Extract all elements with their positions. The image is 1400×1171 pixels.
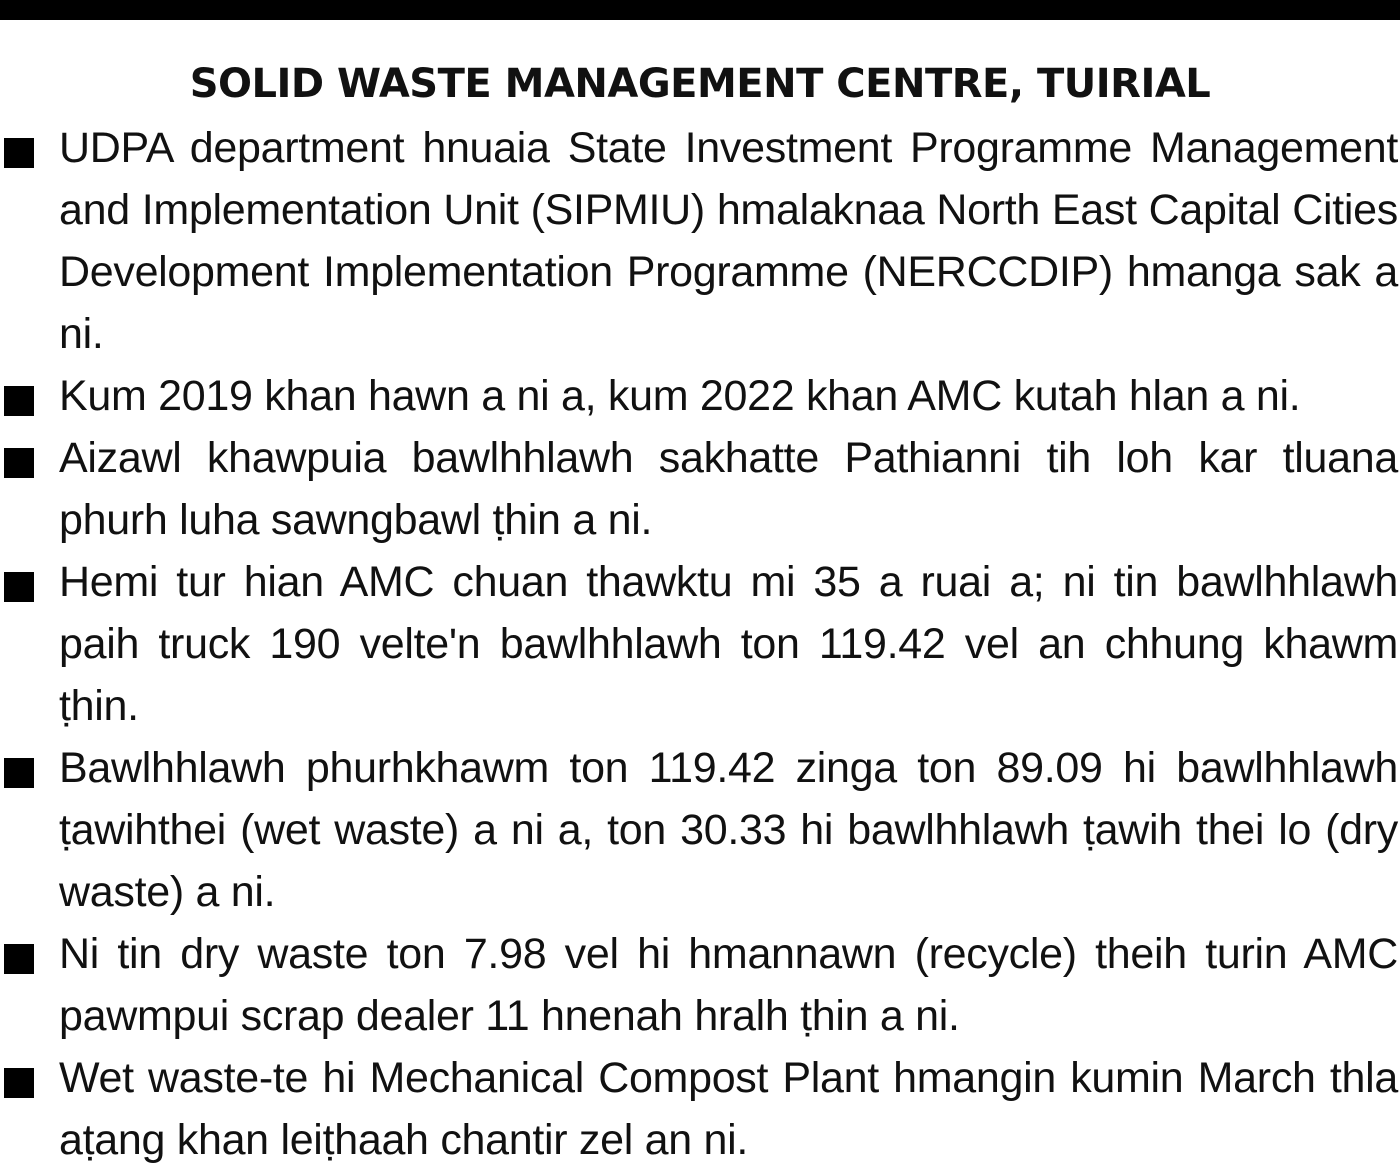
list-item [0,427,1400,551]
square-bullet-icon [4,944,34,974]
list-item-text: Hemi tur hian AMC chuan thawktu mi 35 a ruai a; ni tin bawlhhlawh paih truck 190 velte'n bawlhhlawh ton 119.42 vel an chhung khawm ṭhin. [59,558,1398,730]
square-bullet-icon [4,1068,34,1098]
square-bullet-icon [4,758,34,788]
list-item-text: Bawlhhlawh phurhkhawm ton 119.42 zinga ton 89.09 hi bawlhhlawh ṭawihthei (wet waste) a ni a, ton 30.33 hi bawlhhlawh ṭawih thei lo (dry waste) a ni. [59,744,1398,916]
bullet-list [0,117,1400,1171]
list-item [0,1047,1400,1171]
square-bullet-icon [4,572,34,602]
list-item [0,117,1400,365]
list-item [0,551,1400,737]
list-item [0,365,1400,427]
list-item-text: Wet waste-te hi Mechanical Compost Plant hmangin kumin March thla aṭang khan leiṭhaah chantir zel an ni. [59,1054,1398,1164]
list-item-text: UDPA department hnuaia State Investment Programme Management and Implementation Unit (SIPMIU) hmalaknaa North East Capital Cities Development Implementation Programme (NERCCDIP) hmanga sak a ni. [59,124,1398,358]
square-bullet-icon [4,448,34,478]
list-item [0,737,1400,923]
list-item-text: Ni tin dry waste ton 7.98 vel hi hmannawn (recycle) theih turin AMC pawmpui scrap dealer 11 hnenah hralh ṭhin a ni. [59,930,1398,1040]
square-bullet-icon [4,138,34,168]
top-rule-bar [0,0,1400,20]
page-title: SOLID WASTE MANAGEMENT CENTRE, TUIRIAL [189,61,1211,107]
list-item-text: Kum 2019 khan hawn a ni a, kum 2022 khan AMC kutah hlan a ni. [59,372,1301,420]
list-item [0,923,1400,1047]
square-bullet-icon [4,386,34,416]
list-item-text: Aizawl khawpuia bawlhhlawh sakhatte Pathianni tih loh kar tluana phurh luha sawngbawl ṭhin a ni. [59,434,1398,544]
